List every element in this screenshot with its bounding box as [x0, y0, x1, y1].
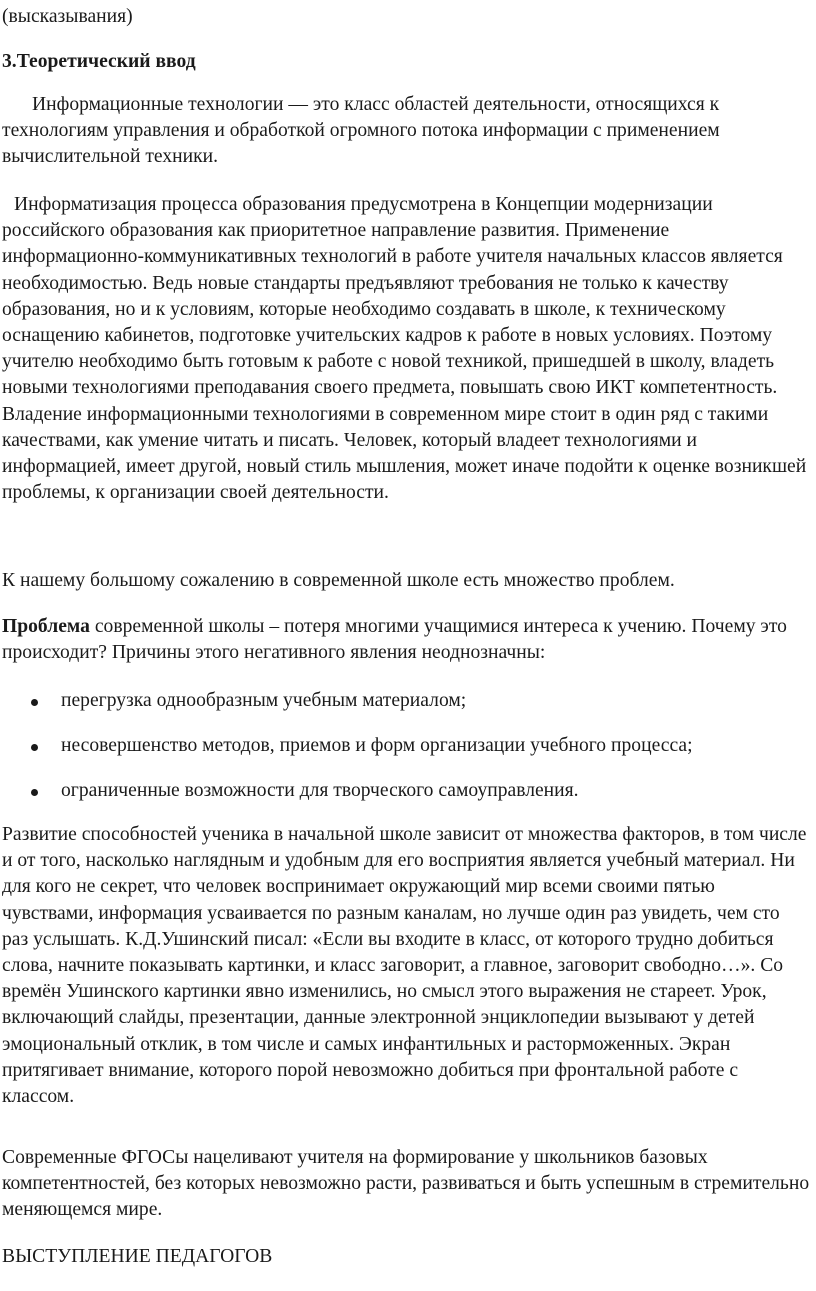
paragraph-it-definition: Информационные технологии — это класс областей деятельности, относящихся к технологиям управления и обработкой огромного потока информации с применением вычислительной техники.	[2, 94, 720, 168]
list-item: перегрузка однообразным учебным материалом;	[0, 688, 466, 714]
paragraph-problem	[2, 614, 810, 666]
footer-heading: ВЫСТУПЛЕНИЕ ПЕДАГОГОВ	[2, 1246, 273, 1267]
top-fragment: (высказывания)	[2, 6, 133, 27]
paragraph-fgos: Современные ФГОСы нацеливают учителя на формирование у школьников базовых компетентностей, без которых невозможно расти, развиваться и быть успешным в стремительно меняющемся мире.	[2, 1147, 810, 1221]
problem-text: современной школы – потеря многими учащимися интереса к учению. Почему это происходит? Причины этого негативного явления неоднозначны:	[2, 616, 787, 664]
list-item: ограниченные возможности для творческого самоуправления.	[0, 778, 579, 804]
section-heading: 3.Теоретический ввод	[2, 51, 196, 72]
bullet-icon	[31, 744, 38, 751]
causes-list	[0, 778, 579, 804]
causes-list	[0, 733, 693, 759]
bullet-icon	[31, 699, 38, 706]
problem-label: Проблема	[2, 616, 90, 637]
list-item: несовершенство методов, приемов и форм организации учебного процесса;	[0, 733, 693, 759]
causes-list	[0, 688, 466, 714]
paragraph-problems-intro: К нашему большому сожалению в современной школе есть множество проблем.	[2, 570, 675, 591]
paragraph-informatization: Информатизация процесса образования предусмотрена в Концепции модернизации российского образования как приоритетное направление развития. Применение информационно-коммуникативных технологий в работе учителя начальных классов является необходимостью. Ведь новые стандарты предъявляют требования не только к качеству образования, но и к условиям, которые необходимо создавать в школе, к техническому оснащению кабинетов, подготовке учительских кадров к работе в новых условиях. Поэтому учителю необходимо быть готовым к работе с новой техникой, пришедшей в школу, владеть новыми технологиями преподавания своего предмета, повышать свою ИКТ компетентность. Владение информационными технологиями в современном мире стоит в один ряд с такими качествами, как умение читать и писать. Человек, который владеет технологиями и информацией, имеет другой, новый стиль мышления, может иначе подойти к оценке возникшей проблемы, к организации своей деятельности.	[2, 194, 807, 504]
paragraph-visual-learning: Развитие способностей ученика в начальной школе зависит от множества факторов, в том числе и от того, насколько наглядным и удобным для его восприятия является учебный материал. Ни для кого не секрет, что человек воспринимает окружающий мир всеми своими пятью чувствами, информация усваивается по разным каналам, но лучше один раз увидеть, чем сто раз услышать. К.Д.Ушинский писал: «Если вы входите в класс, от которого трудно добиться слова, начните показывать картинки, и класс заговорит, а главное, заговорит свободно…». Со времён Ушинского картинки явно изменились, но смысл этого выражения не стареет. Урок, включающий слайды, презентации, данные электронной энциклопедии вызывают у детей эмоциональный отклик, в том числе и самых инфантильных и расторможенных. Экран притягивает внимание, которого порой невозможно добиться при фронтальной работе с классом.	[2, 824, 807, 1108]
bullet-icon	[31, 789, 38, 796]
